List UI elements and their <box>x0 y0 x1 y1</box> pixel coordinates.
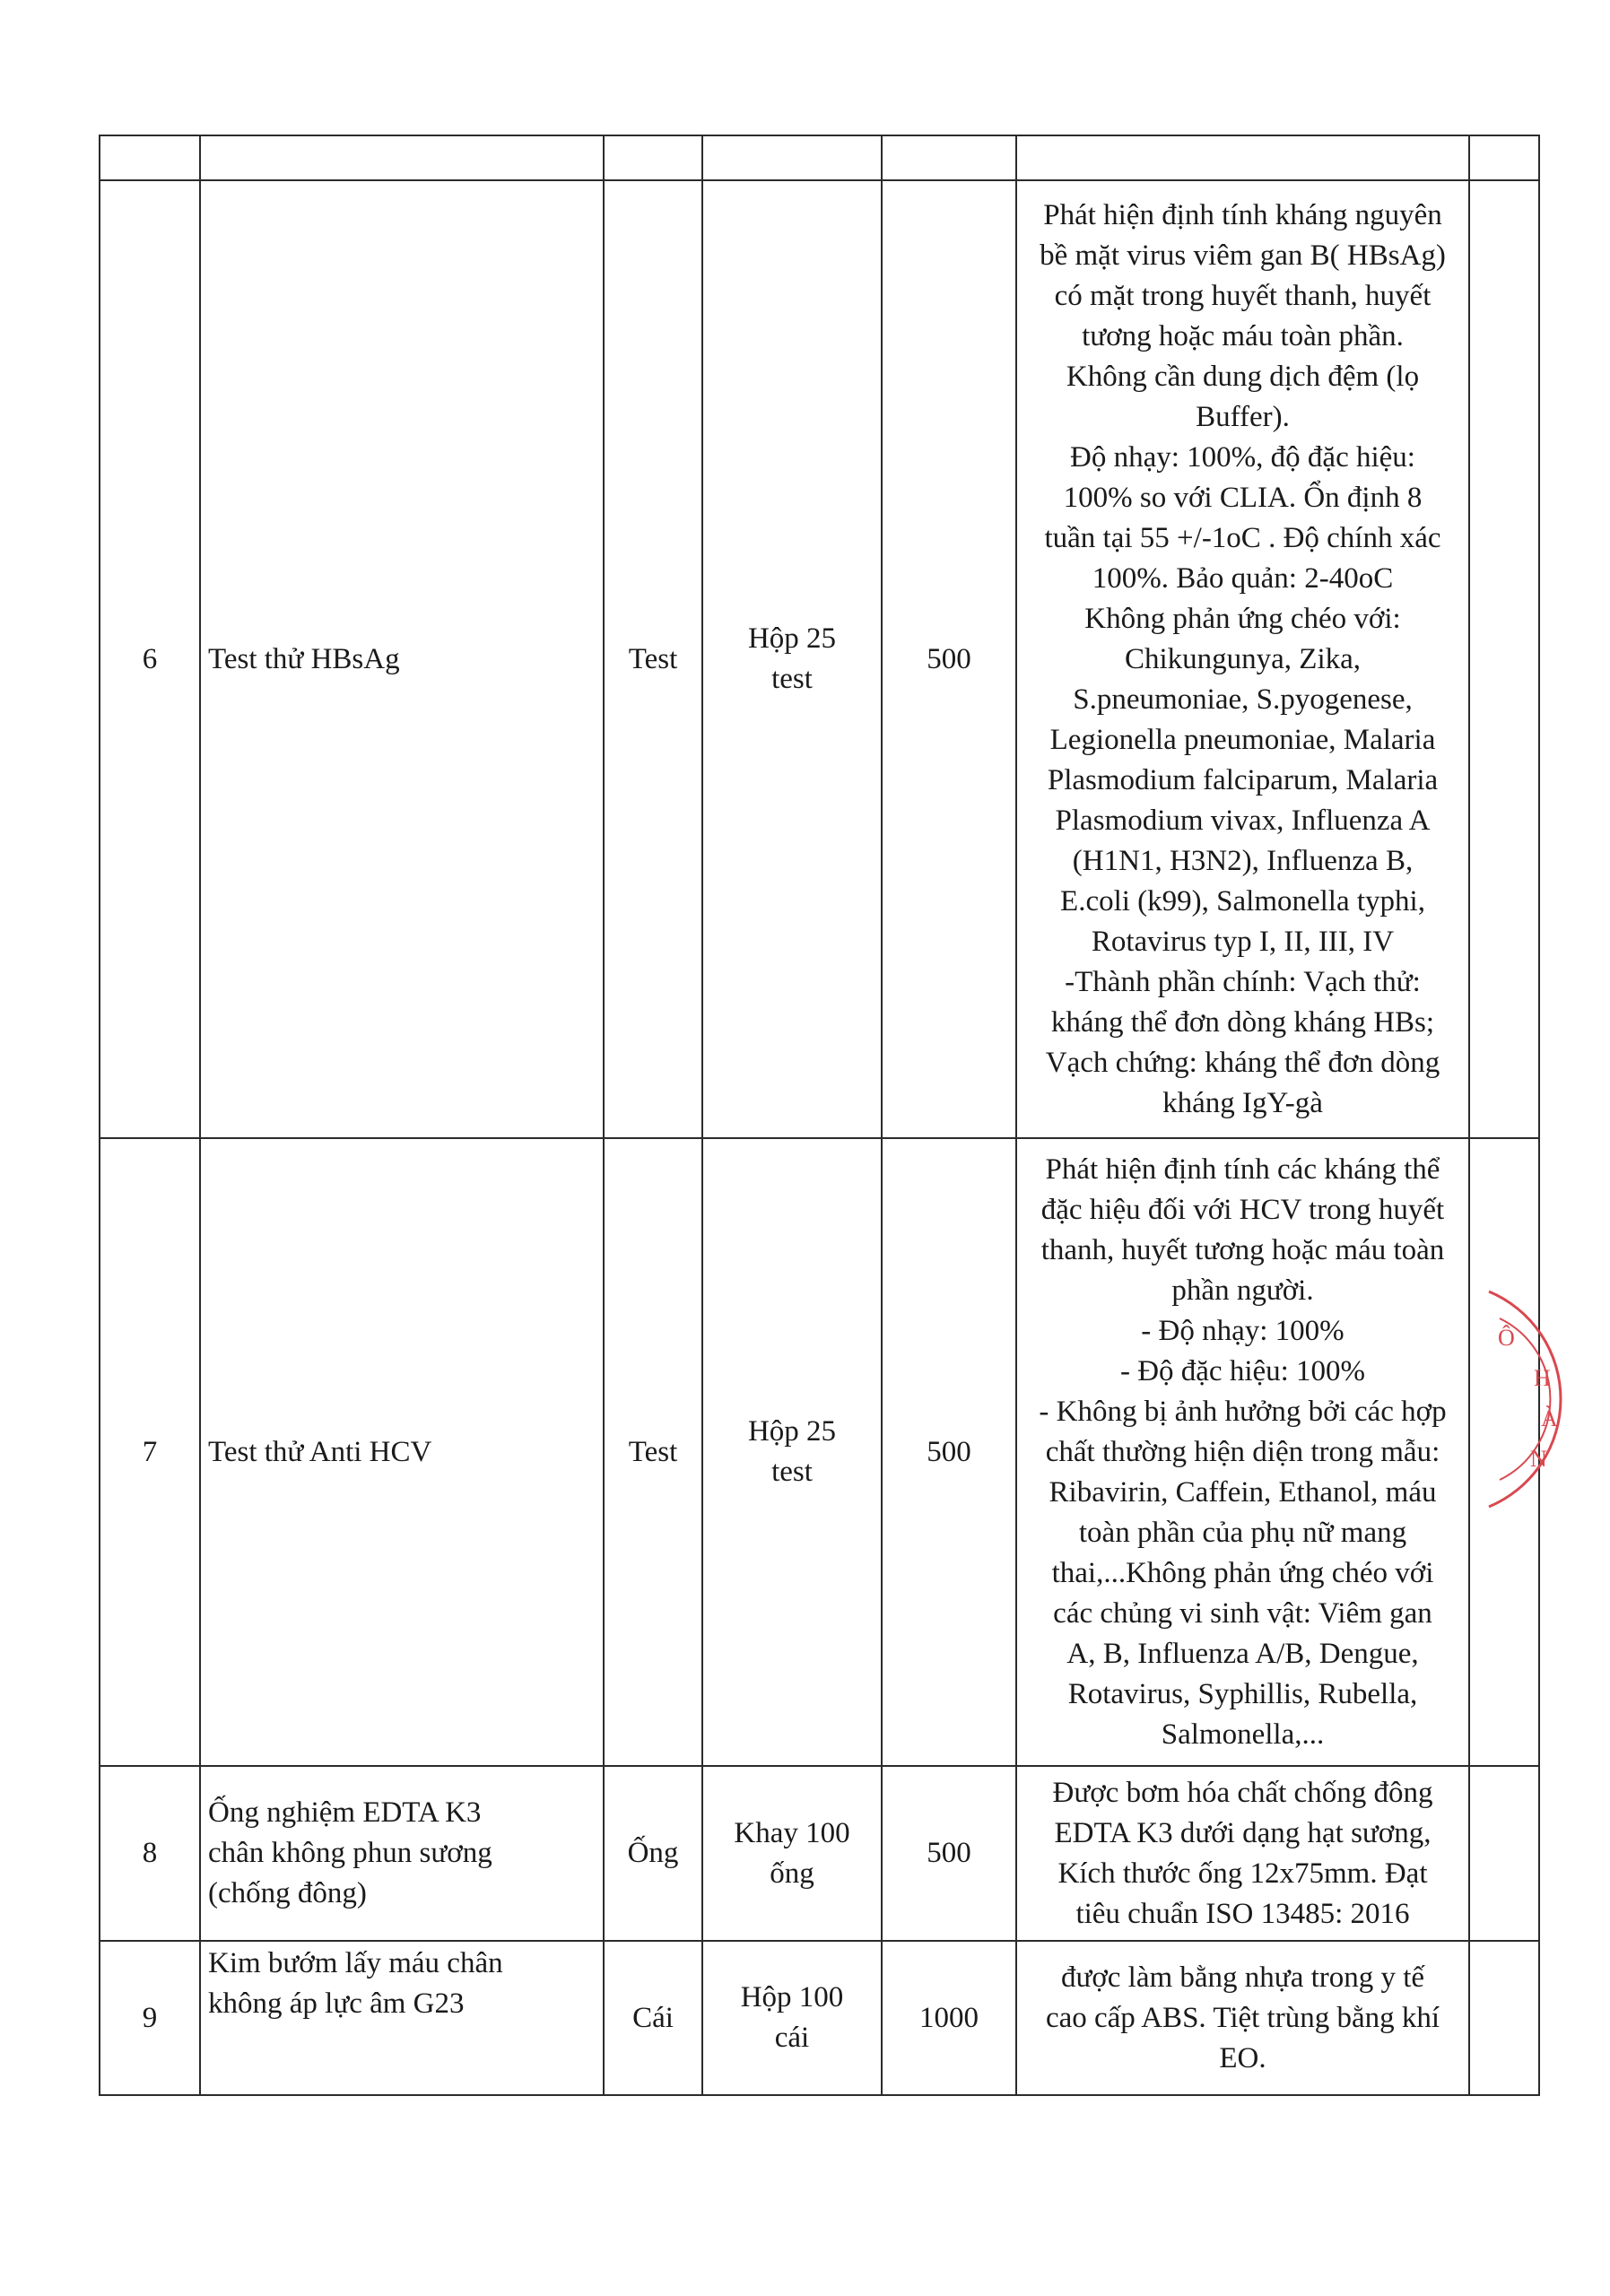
spec-line: Legionella pneumoniae, Malaria <box>1049 723 1436 756</box>
spec-line: E.coli (k99), Salmonella typhi, <box>1060 884 1425 918</box>
packaging-line: Hộp 25 <box>747 622 837 655</box>
spec-line: toàn phần của phụ nữ mang <box>1078 1516 1407 1549</box>
spec-line: kháng IgY-gà <box>1162 1086 1323 1119</box>
packaging-line: test <box>771 1456 813 1488</box>
spec-line: Phát hiện định tính các kháng thể <box>1045 1152 1440 1186</box>
packaging-line: Hộp 25 <box>747 1415 837 1448</box>
header-row-blank <box>100 135 1539 180</box>
spec-line: Rotavirus typ I, II, III, IV <box>1091 925 1395 958</box>
spec-line: thanh, huyết tương hoặc máu toàn <box>1040 1233 1445 1266</box>
stamp-letter: À <box>1541 1405 1558 1431</box>
spec-line: Salmonella,... <box>1161 1718 1325 1751</box>
spec-line: các chủng vi sinh vật: Viêm gan <box>1053 1596 1432 1630</box>
spec-line: - Độ nhạy: 100% <box>1141 1314 1345 1347</box>
item-packaging <box>702 1941 882 2095</box>
item-unit: Test <box>604 1138 702 1766</box>
spec-line: kháng thể đơn dòng kháng HBs; <box>1050 1005 1435 1039</box>
spec-line: Vạch chứng: kháng thể đơn dòng <box>1045 1046 1440 1079</box>
row-number: 8 <box>100 1766 200 1941</box>
note-cell <box>1469 180 1539 1138</box>
spec-line: S.pneumoniae, S.pyogenese, <box>1073 683 1413 716</box>
item-name-line: không áp lực âm G23 <box>208 1987 465 2020</box>
spec-line: bề mặt virus viêm gan B( HBsAg) <box>1040 239 1446 272</box>
spec-line: Độ nhạy: 100%, độ đặc hiệu: <box>1070 440 1415 474</box>
row-number: 9 <box>100 1941 200 2095</box>
spec-line: Ribavirin, Caffein, Ethanol, máu <box>1049 1475 1437 1509</box>
spec-line: Chikungunya, Zika, <box>1124 642 1362 675</box>
spec-line: 100%. Bảo quản: 2-40oC <box>1092 561 1394 595</box>
item-name-line: chân không phun sương <box>208 1837 492 1869</box>
item-name <box>200 1941 604 2095</box>
spec-line: cao cấp ABS. Tiệt trùng bằng khí <box>1045 2001 1440 2034</box>
stamp-letter: Ô <box>1498 1325 1515 1351</box>
spec-line: Rotavirus, Syphillis, Rubella, <box>1067 1677 1418 1710</box>
spec-line: - Không bị ảnh hưởng bởi các hợp <box>1039 1395 1447 1428</box>
packaging-line: Hộp 100 <box>740 1981 844 2013</box>
spec-line: Kích thước ống 12x75mm. Đạt <box>1057 1857 1428 1890</box>
supply-table <box>99 135 1540 2096</box>
table-row <box>100 1766 1539 1941</box>
spec-line: -Thành phần chính: Vạch thử: <box>1065 965 1421 998</box>
spec-line: Được bơm hóa chất chống đông <box>1052 1776 1433 1809</box>
red-seal-stamp <box>1480 1283 1588 1516</box>
note-cell <box>1469 1766 1539 1941</box>
item-packaging <box>702 180 882 1138</box>
item-packaging <box>702 1138 882 1766</box>
row-number: 7 <box>100 1138 200 1766</box>
item-name-line: Kim bướm lấy máu chân <box>208 1947 503 1979</box>
spec-line: tương hoặc máu toàn phần. <box>1082 319 1404 352</box>
table-row <box>100 1138 1539 1766</box>
spec-line: thai,...Không phản ứng chéo với <box>1051 1556 1434 1589</box>
row-number: 6 <box>100 180 200 1138</box>
item-name-line: (chống đông) <box>208 1877 367 1909</box>
table-row <box>100 1941 1539 2095</box>
packaging-line: Khay 100 <box>734 1816 850 1849</box>
item-quantity: 500 <box>882 1138 1016 1766</box>
spec-line: có mặt trong huyết thanh, huyết <box>1054 279 1432 312</box>
item-specification <box>1016 180 1469 1138</box>
item-unit: Test <box>604 180 702 1138</box>
note-cell <box>1469 1941 1539 2095</box>
spec-line: phần người. <box>1171 1274 1314 1307</box>
spec-line: đặc hiệu đối với HCV trong huyết <box>1040 1193 1445 1226</box>
item-name: Test thử HBsAg <box>200 180 604 1138</box>
spec-line: A, B, Influenza A/B, Dengue, <box>1066 1637 1419 1670</box>
item-specification <box>1016 1138 1469 1766</box>
item-unit: Ống <box>604 1766 702 1941</box>
packaging-line: ống <box>770 1857 814 1890</box>
spec-line: được làm bằng nhựa trong y tế <box>1060 1961 1425 1994</box>
spec-line: 100% so với CLIA. Ổn định 8 <box>1063 481 1423 514</box>
spec-line: Buffer). <box>1196 400 1290 433</box>
spec-line: chất thường hiện diện trong mẫu: <box>1045 1435 1440 1468</box>
item-name <box>200 1766 604 1941</box>
item-quantity: 500 <box>882 1766 1016 1941</box>
spec-line: EDTA K3 dưới dạng hạt sương, <box>1054 1816 1432 1849</box>
item-specification <box>1016 1766 1469 1941</box>
spec-line: tuần tại 55 +/-1oC . Độ chính xác <box>1044 521 1441 554</box>
item-name: Test thử Anti HCV <box>200 1138 604 1766</box>
item-name-line: Ống nghiệm EDTA K3 <box>208 1796 482 1829</box>
spec-line: Plasmodium vivax, Influenza A <box>1055 804 1431 837</box>
packaging-line: test <box>771 663 813 695</box>
spec-line: EO. <box>1219 2041 1266 2074</box>
spec-line: Phát hiện định tính kháng nguyên <box>1043 198 1442 231</box>
spec-line: tiêu chuẩn ISO 13485: 2016 <box>1075 1897 1410 1930</box>
stamp-letter: H <box>1534 1365 1551 1391</box>
spec-line: (H1N1, H3N2), Influenza B, <box>1072 844 1414 877</box>
stamp-letter: N <box>1530 1446 1547 1472</box>
packaging-line: cái <box>774 2022 810 2054</box>
item-specification <box>1016 1941 1469 2095</box>
table-row <box>100 180 1539 1138</box>
spec-line: Không cần dung dịch đệm (lọ <box>1066 360 1420 393</box>
item-unit: Cái <box>604 1941 702 2095</box>
spec-line: - Độ đặc hiệu: 100% <box>1119 1354 1366 1387</box>
spec-line: Không phản ứng chéo với: <box>1084 602 1401 635</box>
spec-line: Plasmodium falciparum, Malaria <box>1047 763 1439 796</box>
item-quantity: 500 <box>882 180 1016 1138</box>
item-quantity: 1000 <box>882 1941 1016 2095</box>
item-packaging <box>702 1766 882 1941</box>
